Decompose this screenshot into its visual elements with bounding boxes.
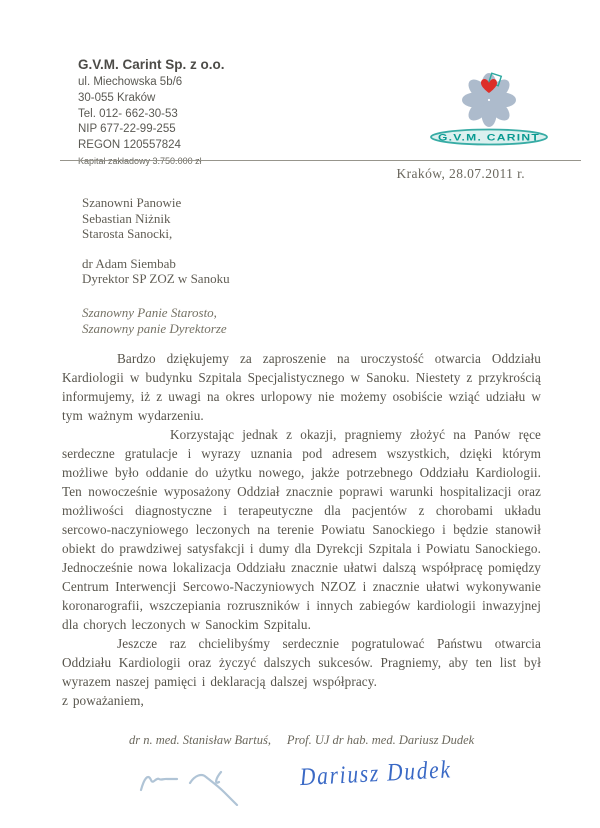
logo-graphic	[428, 72, 550, 150]
letterhead	[78, 57, 225, 166]
signature-right-title: Prof. UJ dr hab. med. Dariusz Dudek	[286, 733, 475, 747]
letter-body	[62, 349, 541, 710]
date-line: Kraków, 28.07.2011 r.	[396, 166, 525, 181]
company-capital: Kapitał zakładowy 3.750.000 zł	[78, 155, 202, 166]
signature-block-left	[116, 733, 284, 811]
company-nip: NIP 677-22-99-255	[78, 123, 176, 136]
company-regon: REGON 120557824	[78, 139, 181, 152]
recipient-line-salutation: Szanowni Panowie	[82, 195, 182, 210]
salutation-block	[82, 305, 227, 337]
body-paragraph-1: Bardzo dziękujemy za zaproszenie na uroczystość otwarcia Oddziału Kardiologii w budynku Szpitala Specjalistycznego w Sanoku. Niestety z przykrością informujemy, iż z uwagi na okres urlopowy nie możemy osobiście wziąć udziału w tym ważnym wydarzeniu.	[62, 351, 541, 423]
closing-line: z poważaniem,	[62, 693, 144, 708]
salutation-line-1: Szanowny Panie Starosto,	[82, 305, 217, 320]
company-address-street: ul. Miechowska 5b/6	[78, 76, 183, 88]
body-paragraph-3: Jeszcze raz chcielibyśmy serdecznie pogratulować Państwu otwarcia Oddziału Kardiologii oraz życzyć dalszych sukcesów. Pragniemy, aby ten list był wyrazem naszej pamięci i deklaracją dalszej współpracy.	[62, 636, 541, 689]
recipient-line-title-1: Starosta Sanocki,	[82, 226, 173, 241]
company-address-city: 30-055 Kraków	[78, 91, 156, 104]
body-paragraph-2: Korzystając jednak z okazji, pragniemy złożyć na Panów ręce serdeczne gratulacje i wyrazy uznania pod adresem wszystkich, dzięki którym możliwe było oddanie do użytku nowego, jakże potrzebnego Oddziału Kardiologii. Ten nowocześnie wyposażony Oddział znacznie poprawi warunki hospitalizacji oraz możliwości diagnostyczne i terapeutyczne dla pacjentów z chorobami układu sercowo-naczyniowego leczonych na terenie Powiatu Sanockiego i będzie stanowił obiekt do prawdziwej satysfakcji i dumy dla Dyrekcji Szpitala i Powiatu Sanockiego. Jednocześnie nowa lokalizacja Oddziału znacznie ułatwi dalszą współpracę pomiędzy Centrum Interwencji Sercowo-Naczyniowych NZOZ i znacznie ułatwi wykonywanie koronarografii, wszczepiania rozruszników i innych zabiegów kardiologii inwazyjnej dla chorych leczonych w Sanockim Szpitalu.	[62, 427, 541, 632]
letterhead-divider	[60, 160, 581, 161]
recipient-line-name-1: Sebastian Niżnik	[82, 210, 171, 226]
signature-left-title: dr n. med. Stanisław Bartuś,	[128, 733, 272, 747]
recipient-line-title-2: Dyrektor SP ZOZ w Sanoku	[82, 271, 230, 286]
salutation-line-2: Szanowny panie Dyrektorze	[82, 321, 227, 336]
recipient-block	[82, 195, 230, 287]
signature-right-handwriting-text: Dariusz Dudek	[299, 754, 478, 792]
company-name: G.V.M. Carint Sp. z o.o.	[78, 57, 225, 72]
signature-left-handwriting-icon	[133, 754, 268, 806]
company-phone: Tel. 012- 662-30-53	[78, 107, 178, 120]
signature-block-right	[278, 733, 483, 801]
recipient-line-name-2: dr Adam Siembab	[82, 255, 176, 271]
company-logo	[428, 72, 550, 150]
logo-wordmark: G.V.M. CARINT	[438, 132, 540, 144]
signature-right-handwriting	[278, 750, 483, 796]
